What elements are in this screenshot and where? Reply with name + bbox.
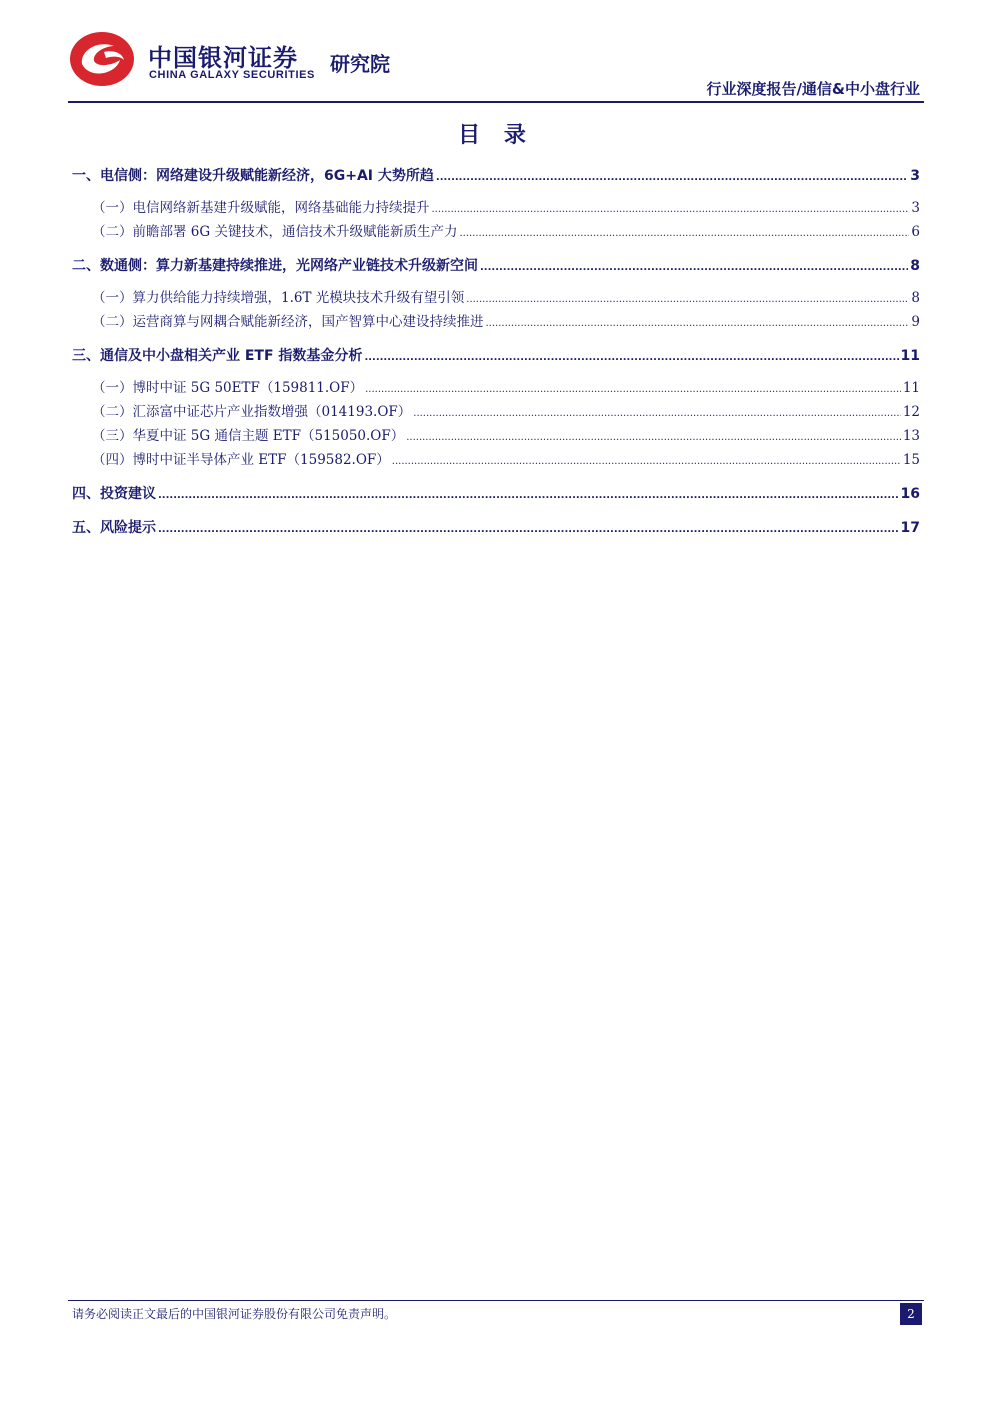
toc-leader	[459, 222, 909, 246]
toc-entry-text: 五、风险提示	[72, 520, 156, 536]
toc-entry[interactable]	[72, 344, 920, 368]
toc-entry-page: 15	[902, 452, 920, 468]
toc-entry[interactable]	[72, 424, 920, 448]
toc-entry-page: 6	[911, 224, 920, 240]
toc-entry[interactable]	[72, 164, 920, 188]
disclaimer-text: 请务必阅读正文最后的中国银河证券股份有限公司免责声明。	[72, 1307, 397, 1321]
toc-entry-page: 12	[902, 404, 920, 420]
toc-entry[interactable]	[72, 254, 920, 278]
toc-entry[interactable]	[72, 516, 920, 540]
toc-entry-text: （二）运营商算与网耦合赋能新经济，国产智算中心建设持续推进	[92, 314, 484, 330]
report-type: 行业深度报告/通信&中小盘行业	[706, 80, 920, 98]
toc-leader	[486, 312, 910, 336]
toc-leader	[365, 378, 901, 402]
table-of-contents	[72, 164, 920, 540]
toc-title: 目 录	[458, 123, 534, 148]
toc-leader	[413, 402, 901, 426]
toc-entry-page: 8	[911, 290, 920, 306]
toc-entry-text: 四、投资建议	[72, 486, 156, 502]
toc-entry[interactable]	[72, 196, 920, 220]
toc-leader	[158, 518, 899, 542]
toc-entry[interactable]	[72, 376, 920, 400]
toc-entry-text: 二、数通侧：算力新基建持续推进，光网络产业链技术升级新空间	[72, 258, 478, 274]
toc-entry[interactable]	[72, 482, 920, 506]
page-number: 2	[900, 1303, 922, 1325]
toc-entry-page: 16	[900, 486, 920, 502]
header-divider	[68, 101, 924, 103]
institute-label: 研究院	[330, 52, 390, 76]
toc-entry-page: 9	[911, 314, 920, 330]
brand-name-cn: 中国银河证券	[148, 44, 298, 72]
toc-leader	[480, 256, 908, 280]
toc-entry[interactable]	[72, 310, 920, 334]
toc-entry[interactable]	[72, 220, 920, 244]
toc-leader	[406, 426, 901, 450]
toc-entry-text: （四）博时中证半导体产业 ETF（159582.OF）	[92, 452, 390, 468]
toc-entry-page: 11	[900, 348, 920, 364]
toc-entry-page: 17	[900, 520, 920, 536]
toc-entry[interactable]	[72, 448, 920, 472]
toc-entry[interactable]	[72, 286, 920, 310]
toc-entry-text: 三、通信及中小盘相关产业 ETF 指数基金分析	[72, 348, 363, 364]
toc-entry-text: （二）汇添富中证芯片产业指数增强（014193.OF）	[92, 404, 412, 420]
toc-leader	[392, 450, 901, 474]
galaxy-logo-icon	[68, 30, 136, 88]
toc-leader	[466, 288, 909, 312]
toc-leader	[364, 346, 898, 370]
toc-leader	[432, 198, 910, 222]
toc-leader	[436, 166, 908, 190]
toc-entry-text: （一）博时中证 5G 50ETF（159811.OF）	[92, 380, 364, 396]
toc-entry-page: 13	[902, 428, 920, 444]
footer-divider	[68, 1300, 924, 1301]
toc-entry-page: 3	[911, 200, 920, 216]
toc-entry-page: 8	[910, 258, 920, 274]
toc-entry-text: （三）华夏中证 5G 通信主题 ETF（515050.OF）	[92, 428, 405, 444]
toc-leader	[158, 484, 899, 508]
toc-entry-text: 一、电信侧：网络建设升级赋能新经济，6G+AI 大势所趋	[72, 168, 434, 184]
brand-name-en: CHINA GALAXY SECURITIES	[149, 69, 315, 81]
toc-entry[interactable]	[72, 400, 920, 424]
toc-entry-text: （一）算力供给能力持续增强，1.6T 光模块技术升级有望引领	[92, 290, 465, 306]
toc-entry-text: （一）电信网络新基建升级赋能，网络基础能力持续提升	[92, 200, 430, 216]
toc-entry-page: 3	[910, 168, 920, 184]
toc-entry-text: （二）前瞻部署 6G 关键技术，通信技术升级赋能新质生产力	[92, 224, 458, 240]
toc-entry-page: 11	[902, 380, 920, 396]
